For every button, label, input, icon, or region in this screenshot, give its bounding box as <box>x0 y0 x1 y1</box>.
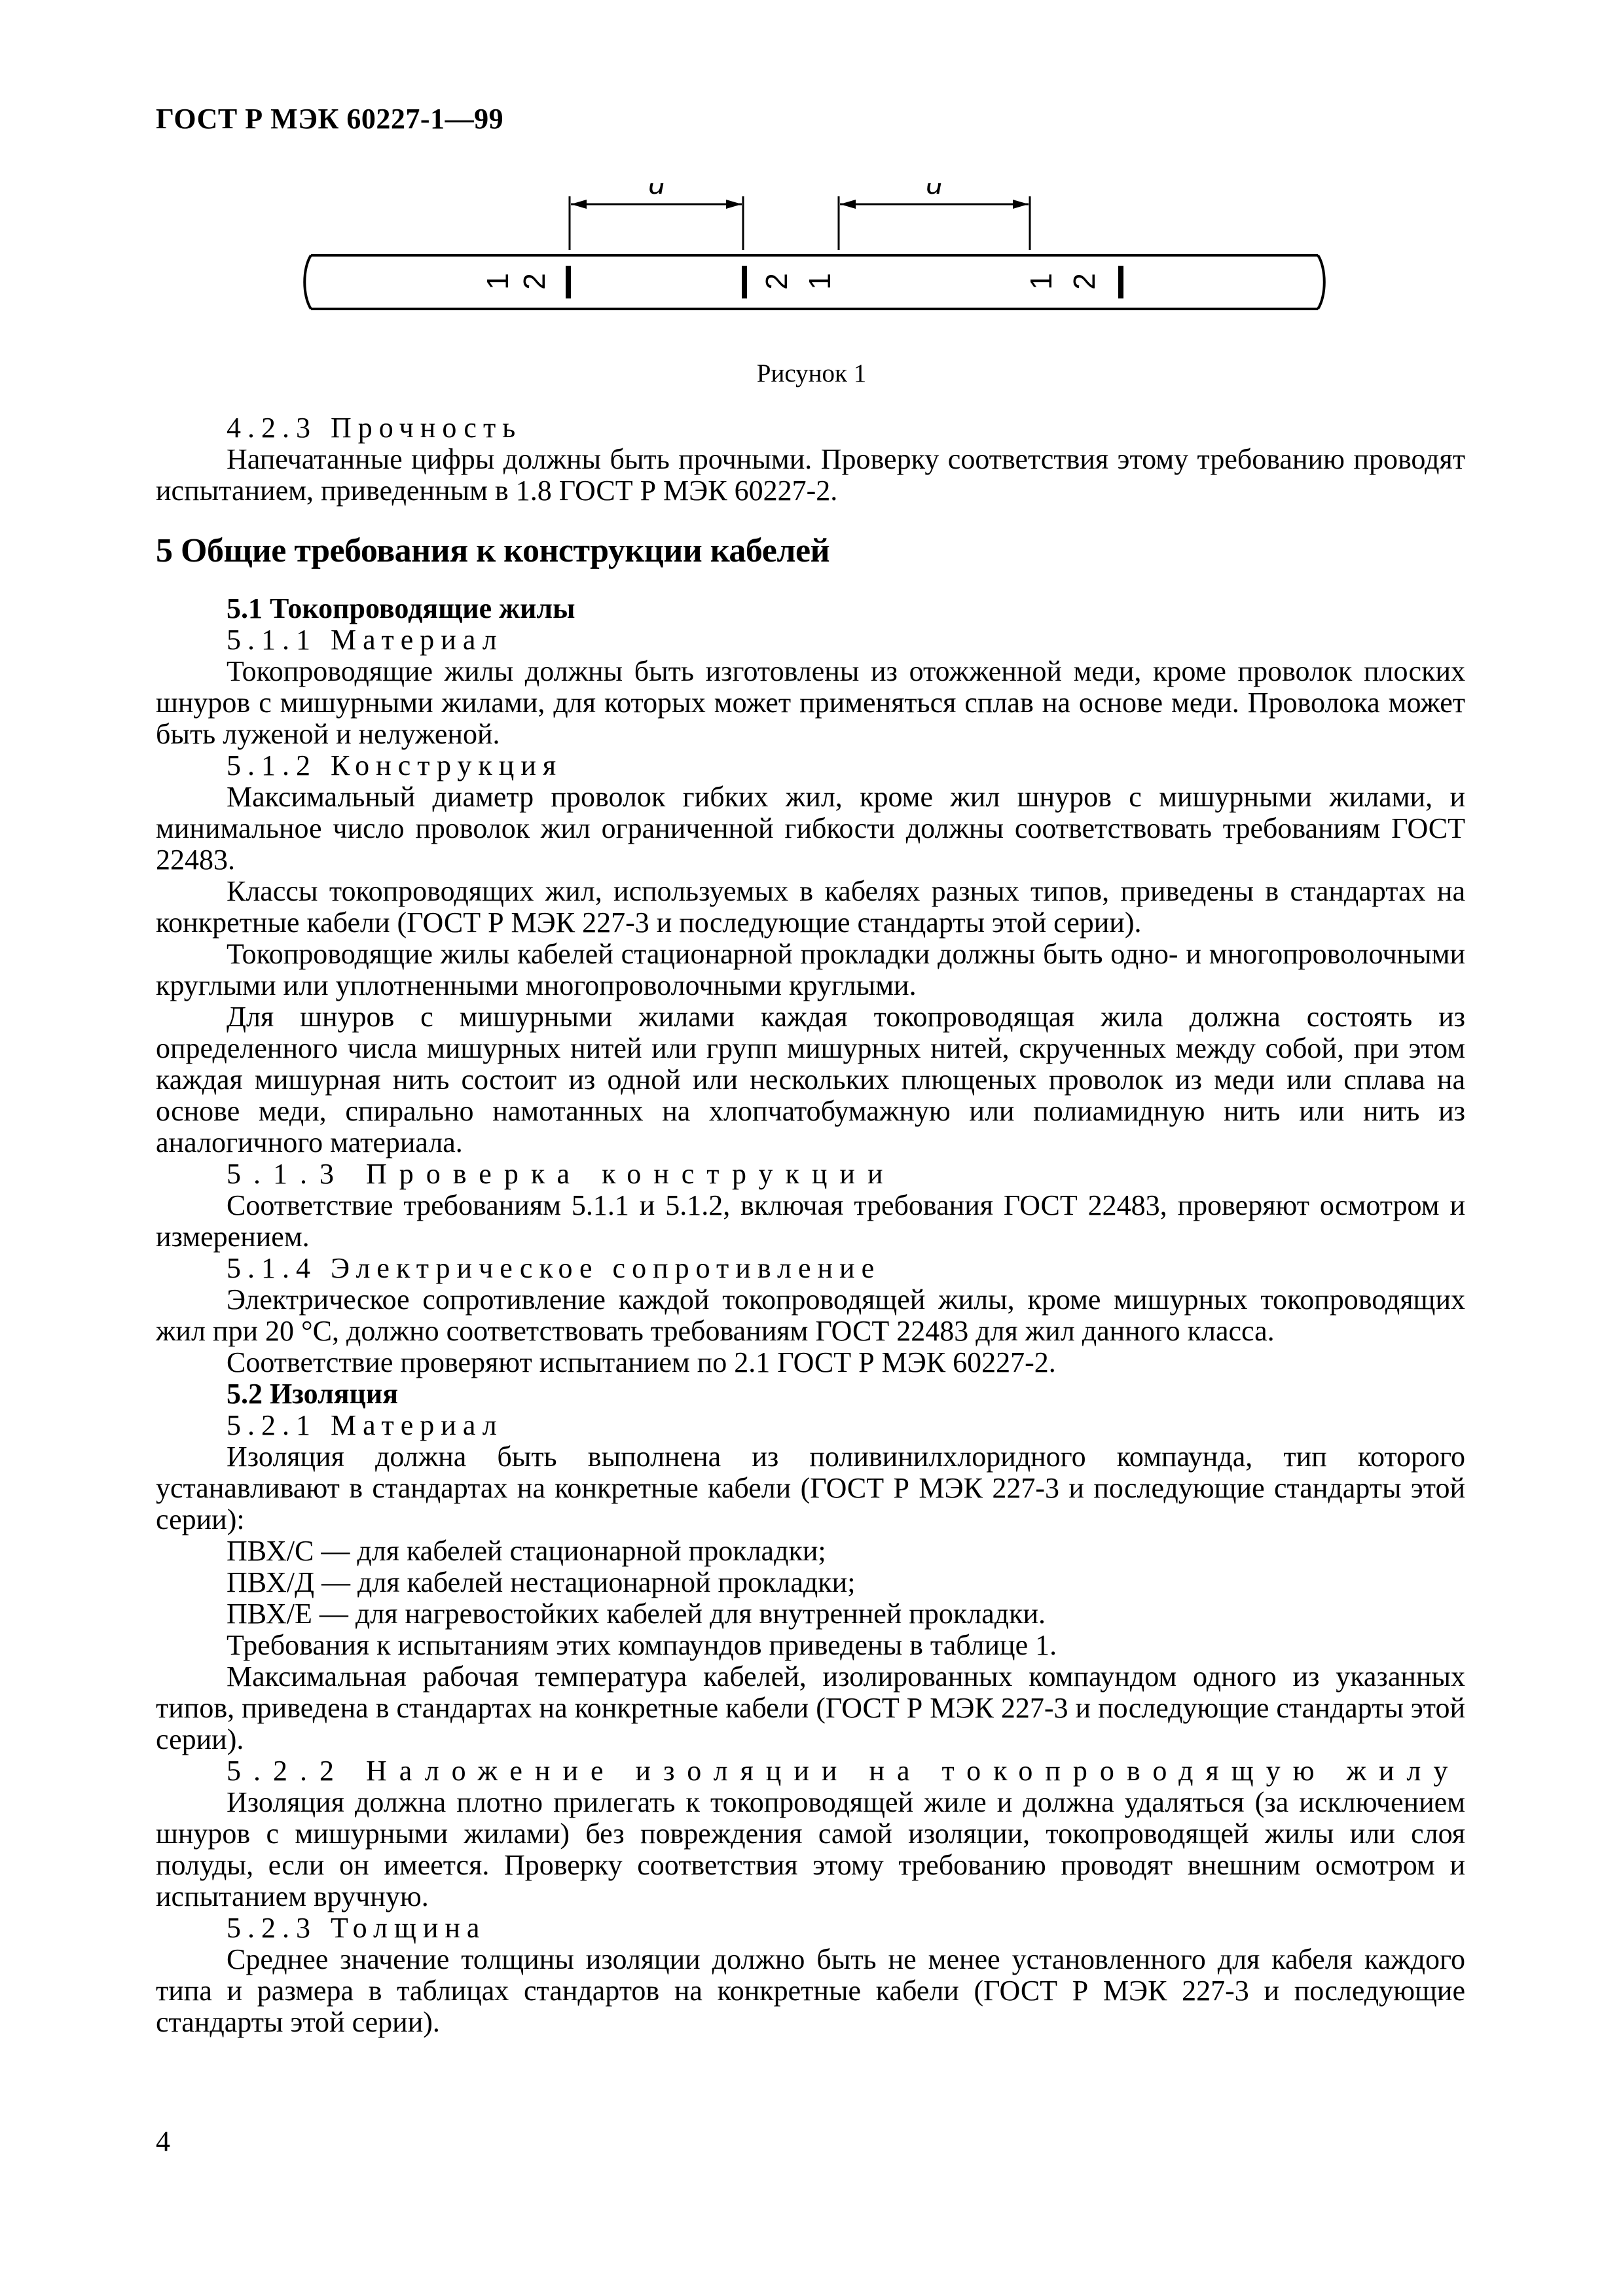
section-title-5-1-1: 5.1.1 Материал <box>227 624 503 656</box>
section-title-5-1-3: 5.1.3 Проверка конструкции <box>227 1158 896 1190</box>
page-number: 4 <box>156 2125 170 2157</box>
section-title-5-2-3: 5.2.3 Толщина <box>227 1912 486 1944</box>
cable-right-break <box>1318 255 1324 309</box>
cable-mark: 2 <box>759 273 794 290</box>
paragraph: Электрическое сопротивление каждой токопроводящей жилы, кроме мишурных токопроводящих жил при 20 °С, должно соответствовать требованиям ГОСТ 22483 для жил данного класса. <box>156 1283 1465 1347</box>
paragraph: Требования к испытаниям этих компаундов приведены в таблице 1. <box>227 1629 1057 1661</box>
chapter-title-5: 5 Общие требования к конструкции кабелей <box>156 532 830 569</box>
section-title-4-2-3: 4.2.3 Прочность <box>227 412 522 444</box>
paragraph: Для шнуров с мишурными жилами каждая токопроводящая жила должна состоять из определенного числа мишурных нитей или групп мишурных нитей, скрученных между собой, при этом каждая мишурная нить состоит из одной или нескольких плющеных проволок из меди или сплава на основе меди, спирально намотанных на хлопчатобумажную или полиамидную нить или нить из аналогичного материала. <box>156 1001 1465 1158</box>
cable-mark: 1 <box>481 273 515 290</box>
section-title-5-1-2: 5.1.2 Конструкция <box>227 749 563 781</box>
paragraph: Среднее значение толщины изоляции должно быть не менее установленного для кабеля каждого типа и размера в таблицах стандартов на конкретные кабели (ГОСТ Р МЭК 227-3 и последующие стандарты этой серии). <box>156 1943 1465 2038</box>
dim-arrow <box>726 200 742 209</box>
cable-mark: 1 <box>1024 273 1059 290</box>
paragraph: Максимальный диаметр проволок гибких жил, кроме жил шнуров с мишурными жилами, и минимальное число проволок жил ограниченной гибкости должны соответствовать требованиям ГОСТ 22483. <box>156 781 1465 876</box>
mark-bar <box>1118 266 1123 298</box>
figure-caption: Рисунок 1 <box>756 359 867 387</box>
section-title-5-2-1: 5.2.1 Материал <box>227 1409 503 1441</box>
paragraph: Токопроводящие жилы должны быть изготовлены из отожженной меди, кроме проволок плоских шнуров с мишурными жилами, для которых может применяться сплав на основе меди. Проволока может быть луженой и нелуженой. <box>156 655 1465 750</box>
section-title-5-2-2: 5.2.2 Наложение изоляции на токопроводящую жилу <box>227 1755 1461 1787</box>
paragraph: Соответствие требованиям 5.1.1 и 5.1.2, включая требования ГОСТ 22483, проверяют осмотром и измерением. <box>156 1189 1465 1253</box>
cable-left-break <box>304 255 311 309</box>
paragraph: Изоляция должна плотно прилегать к токопроводящей жиле и должна удаляться (за исключением шнуров с мишурными жилами) без повреждения самой изоляции, токопроводящей жилы или слоя полуды, если он имеется. Проверку соответствия этому требованию проводят внешним осмотром и испытанием вручную. <box>156 1786 1465 1912</box>
paragraph: Изоляция должна быть выполнена из поливинилхлоридного компаунда, тип которого устанавливают в стандартах на конкретные кабели (ГОСТ Р МЭК 227-3 и последующие стандарты этой серии): <box>156 1441 1465 1535</box>
section-title-5-2: 5.2 Изоляция <box>227 1378 399 1410</box>
list-item: ПВХ/Д — для кабелей нестационарной прокладки; <box>227 1566 856 1598</box>
list-item: ПВХ/Е — для нагревостойких кабелей для внутренней прокладки. <box>227 1598 1046 1630</box>
paragraph: Классы токопроводящих жил, используемых в кабелях разных типов, приведены в стандартах на конкретные кабели (ГОСТ Р МЭК 227-3 и последующие стандарты этой серии). <box>156 875 1465 939</box>
cable-mark: 2 <box>517 273 552 290</box>
document-body <box>156 412 1465 2038</box>
mark-bar <box>742 266 747 298</box>
dim-arrow <box>571 200 587 209</box>
document-header: ГОСТ Р МЭК 60227-1—99 <box>156 103 504 135</box>
cable-mark: 2 <box>1067 273 1102 290</box>
dim-label-d: d <box>926 183 943 200</box>
list-item: ПВХ/С — для кабелей стационарной прокладки; <box>227 1535 826 1567</box>
paragraph: Максимальная рабочая температура кабелей, изолированных компаундом одного из указанных типов, приведена в стандартах на конкретные кабели (ГОСТ Р МЭК 227-3 и последующие стандарты этой серии). <box>156 1660 1465 1755</box>
cable-mark: 1 <box>803 273 837 290</box>
paragraph: Токопроводящие жилы кабелей стационарной прокладки должны быть одно- и многопроволочными круглыми или уплотненными многопроволочными круглыми. <box>156 938 1465 1001</box>
dim-arrow <box>840 200 856 209</box>
paragraph: Напечатанные цифры должны быть прочными. Проверку соответствия этому требованию проводят испытанием, приведенным в 1.8 ГОСТ Р МЭК 60227-2. <box>156 443 1465 507</box>
mark-bar <box>566 266 571 298</box>
paragraph: Соответствие проверяют испытанием по 2.1 ГОСТ Р МЭК 60227-2. <box>227 1346 1056 1378</box>
figure-1 <box>0 183 1623 406</box>
section-title-5-1-4: 5.1.4 Электрическое сопротивление <box>227 1252 881 1284</box>
dim-arrow <box>1013 200 1029 209</box>
dim-label-d: d <box>648 183 665 200</box>
section-title-5-1: 5.1 Токопроводящие жилы <box>227 592 575 624</box>
